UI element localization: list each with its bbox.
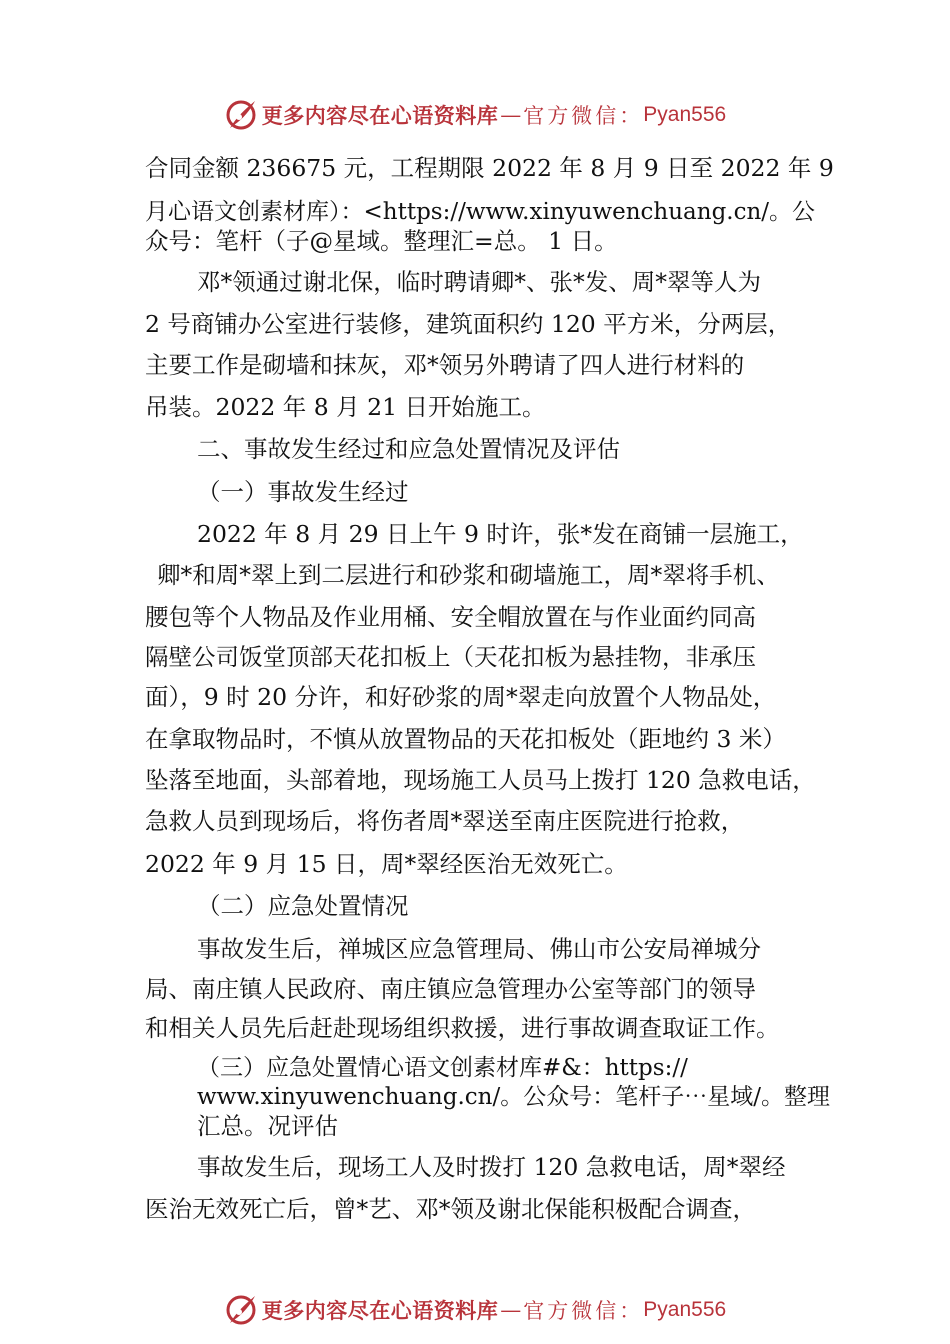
header-banner [0,95,950,135]
text-line: 腰包等个人物品及作业用桶、安全帽放置在与作业面约同高 [145,603,756,631]
banner-wechat-label: 官方微信： [523,104,644,128]
text-line: 和相关人员先后赶赴现场组织救援，进行事故调查取证工作。 [145,1014,780,1042]
subsection-heading: （三）应急处置情心语文创素材库#&：https:// [197,1055,688,1081]
quill-logo-icon [224,98,258,132]
text-line: 急救人员到现场后，将伤者周*翠送至南庄医院进行抢救， [145,807,745,835]
text-line: 事故发生后，禅城区应急管理局、佛山市公安局禅城分 [197,935,761,963]
text-line: 众号：笔杆（子@星域。整理汇=总。 1 日。 [145,227,618,255]
text-line: 在拿取物品时，不慎从放置物品的天花扣板处（距地约 3 米） [145,725,786,753]
banner-wechat-label: 官方微信： [523,1299,644,1323]
text-line: 卿*和周*翠上到二层进行和砂浆和砌墙施工，周*翠将手机、 [157,561,780,589]
subsection-heading: （二）应急处置情况 [197,892,409,920]
text-line: 2022 年 8 月 29 日上午 9 时许，张*发在商铺一层施工， [197,520,804,548]
text-line: 月心语文创素材库）：<https://www.xinyuwenchuang.cn/。公 [145,199,816,225]
text-line: 主要工作是砌墙和抹灰，邓*领另外聘请了四人进行材料的 [145,351,745,379]
text-line: 2 号商铺办公室进行装修，建筑面积约 120 平方米，分两层， [145,310,792,338]
banner-wechat-id: Pyan556 [643,103,727,126]
banner-main-text: 更多内容尽在心语资料库 [261,103,499,128]
text-line: 坠落至地面，头部着地，现场施工人员马上拨打 120 急救电话， [145,766,816,794]
banner-main-text: 更多内容尽在心语资料库 [261,1298,499,1323]
text-line: 合同金额 236675 元，工程期限 2022 年 8 月 9 日至 2022 年 9 [145,154,834,182]
text-line: 汇总。况评估 [197,1112,338,1140]
text-line: 面），9 时 20 分许，和好砂浆的周*翠走向放置个人物品处， [145,683,777,711]
text-line: 隔壁公司饭堂顶部天花扣板上（天花扣板为悬挂物，非承压 [145,643,756,671]
banner-dash: — [500,1298,522,1322]
text-line: 事故发生后，现场工人及时拨打 120 急救电话，周*翠经 [197,1153,786,1181]
quill-logo-icon [224,1293,258,1327]
section-heading: 二、事故发生经过和应急处置情况及评估 [197,435,620,463]
text-line: 吊装。2022 年 8 月 21 日开始施工。 [145,393,546,421]
footer-banner [0,1290,950,1330]
text-line: www.xinyuwenchuang.cn/。公众号：笔杆子⋯星域/。整理 [197,1084,830,1110]
banner-wechat-id: Pyan556 [643,1298,727,1321]
text-line: 2022 年 9 月 15 日，周*翠经医治无效死亡。 [145,850,628,878]
banner-dash: — [500,103,522,127]
text-line: 局、南庄镇人民政府、南庄镇应急管理办公室等部门的领导 [145,975,756,1003]
subsection-heading: （一）事故发生经过 [197,478,409,506]
text-line: 邓*领通过谢北保，临时聘请卿*、张*发、周*翠等人为 [197,268,761,296]
text-line: 医治无效死亡后，曾*艺、邓*领及谢北保能积极配合调查， [145,1195,756,1223]
